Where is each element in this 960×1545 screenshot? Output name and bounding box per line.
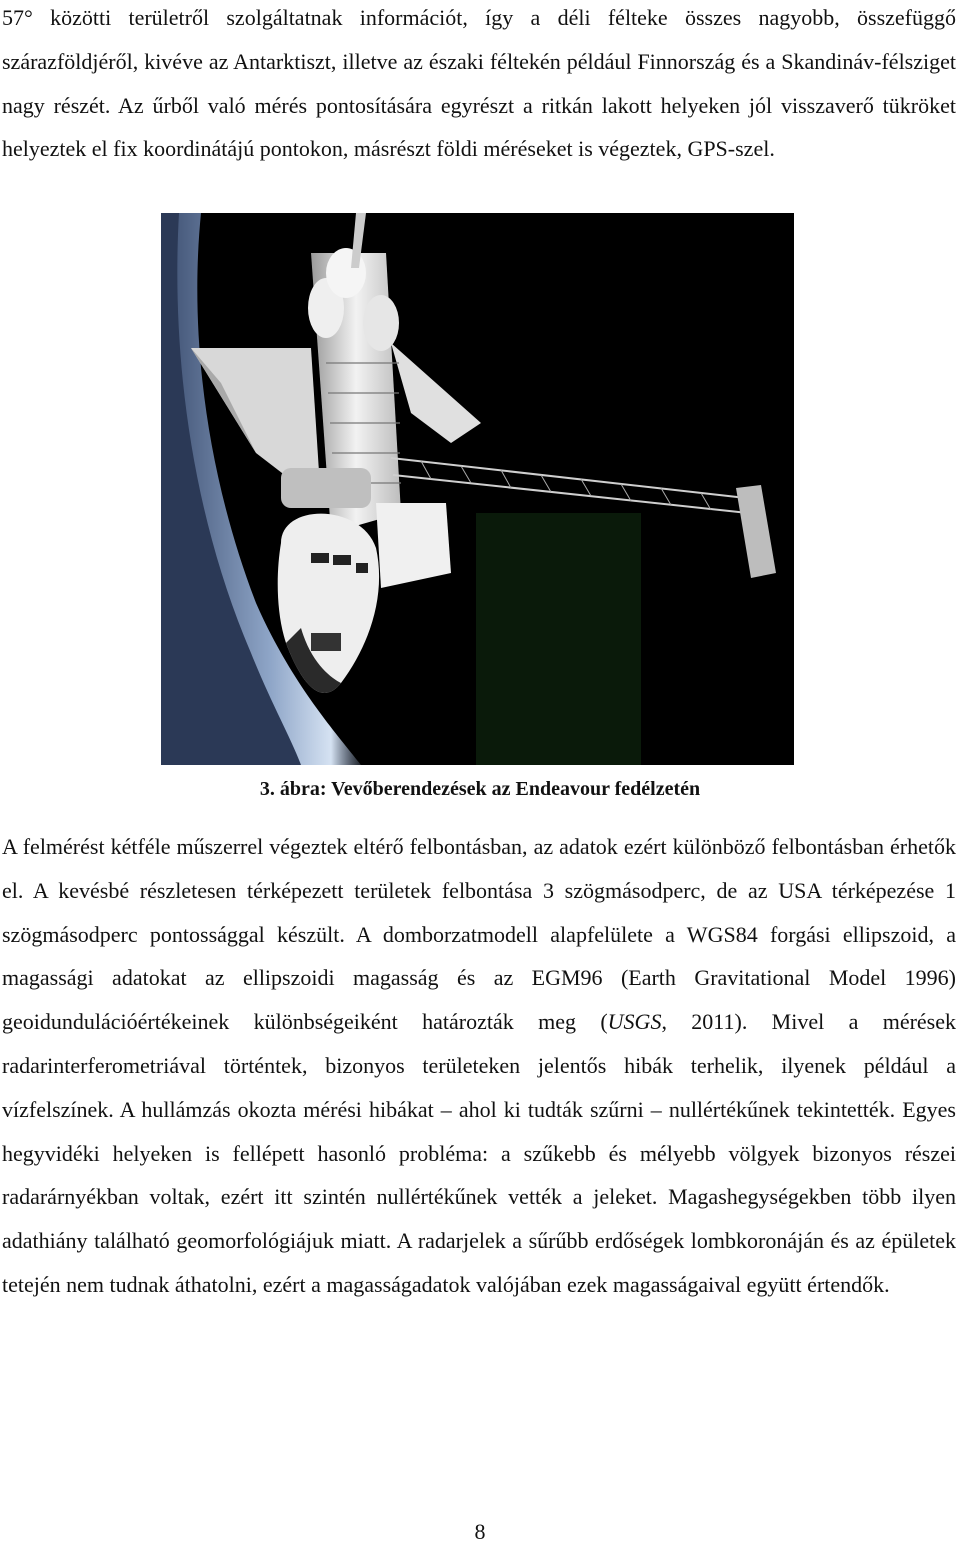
space-shuttle-photo	[161, 213, 794, 765]
citation-usgs: USGS	[607, 1009, 662, 1035]
paragraph-2-text-a: A felmérést kétféle műszerrel végeztek eltérő felbontásban, az adatok ezért különböző felbontásban érhetők el. A kevésbé részletesen térképezett területek felbontása 3 szögmásodperc, de az USA térképezése 1 szögmásodperc pontossággal készült. A domborzatmodell alapfelülete a WGS84 forgási ellipszoid, a magassági adatokat az ellipszoidi magasság és az EGM96 (Earth Gravitational Model 1996) geoidundulációértékeinek különbségeiként határozták meg (	[2, 834, 956, 1035]
page-number: 8	[474, 1519, 486, 1544]
body-paragraph-2	[2, 825, 956, 1307]
figure-caption: 3. ábra: Vevőberendezések az Endeavour fedélzetén	[259, 778, 701, 800]
body-paragraph-1: 57° közötti területről szolgáltatnak információt, így a déli félteke összes nagyobb, összefüggő szárazföldjéről, kivéve az Antarktiszt, illetve az északi féltekén például Finnország és a Skandináv-félsziget nagy részét. Az űrből való mérés pontosítására egyrészt a ritkán lakott helyeken jól visszaverő tükröket helyeztek el fix koordinátájú pontokon, másrészt földi méréseket is végeztek, GPS-szel.	[2, 5, 956, 162]
paragraph-2-text-b: , 2011). Mivel a mérések radarinterferometriával történtek, bizonyos területeken jelentős hibák terhelik, ilyenek például a vízfelszínek. A hullámzás okozta mérési hibákat – ahol ki tudták szűrni – nullértékűnek tekintették. Egyes hegyvidéki helyeken is fellépett hasonló probléma: a szűkebb és mélyebb völgyek bizonyos részei radarárnyékban voltak, ezért itt szintén nullértékűnek vették a jeleket. Magashegységekben több ilyen adathiány található geomorfológiájuk miatt. A radarjelek a sűrűbb erdőségek lombkoronáján és az épületek tetején nem tudnak áthatolni, ezért a magasságadatok valójában ezek magasságaival együtt értendők.	[2, 1009, 956, 1297]
figure-shuttle-image	[161, 213, 794, 765]
